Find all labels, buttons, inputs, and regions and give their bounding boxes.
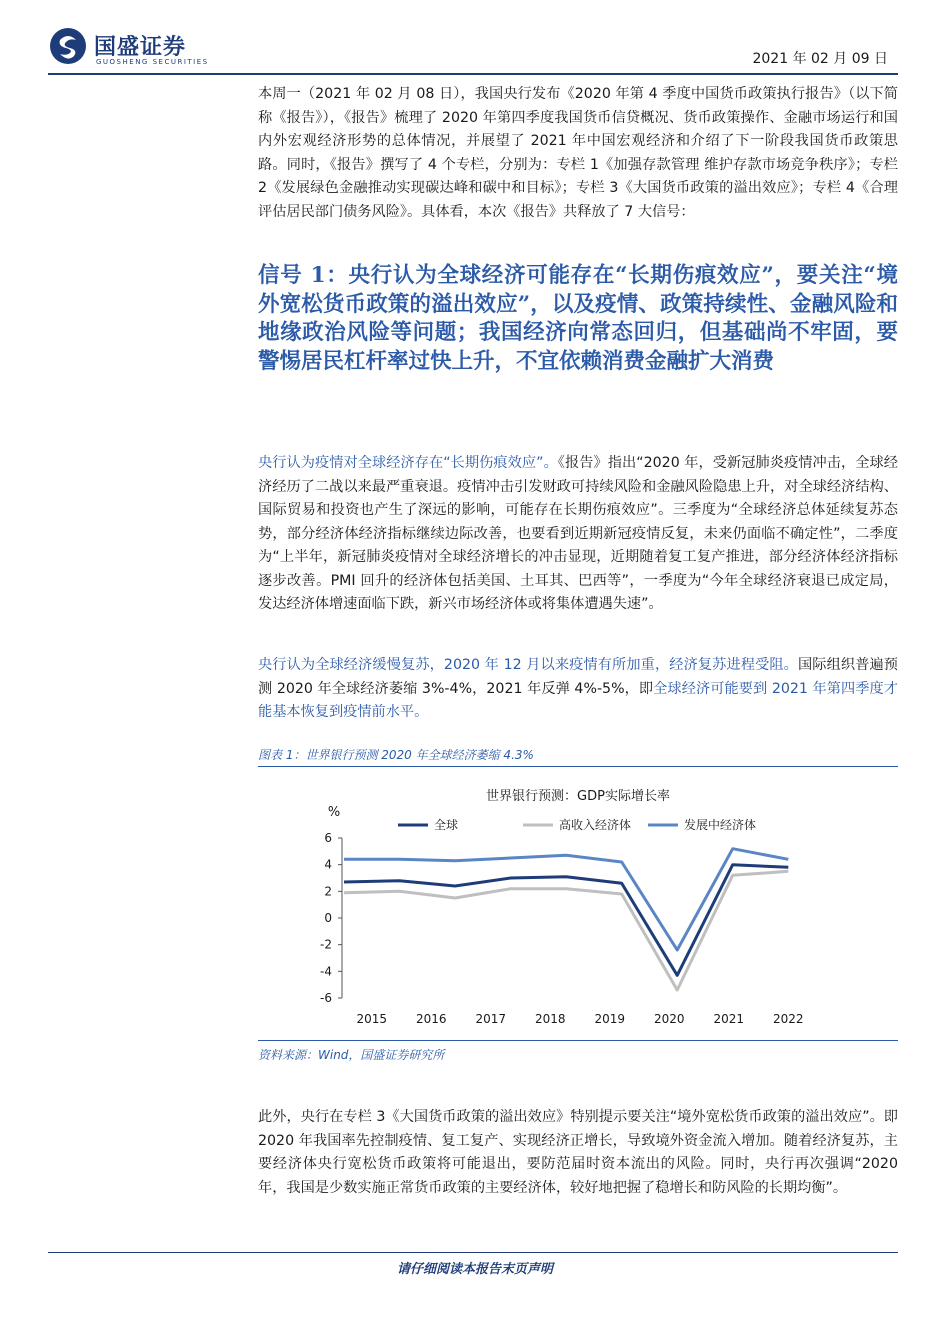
series-line-0 <box>344 865 788 976</box>
x-tick-label: 2021 <box>713 1012 745 1026</box>
x-tick-label: 2018 <box>534 1012 566 1026</box>
y-tick-label: 6 <box>324 831 332 845</box>
legend-label: 发展中经济体 <box>684 818 757 832</box>
x-tick-label: 2017 <box>475 1012 507 1026</box>
chart-ylabel: % <box>327 805 341 820</box>
paragraph-spillover: 此外，央行在专栏 3《大国货币政策的溢出效应》特别提示要关注“境外宽松货币政策的溢出效应”。即 2020 年我国率先控制疫情、复工复产、实现经济正增长，导致境外资金流入增加。随着经济复苏，主要经济体央行宽松货币政策将可能退出，要防范届时资本流出的风险。同时，央行再次强调“2020 年，我国是少数实施正常货币政策的主要经济体，较好地把握了稳增长和防风险的长期均衡”。 <box>258 1109 898 1196</box>
paragraph-lead: 央行认为全球经济缓慢复苏，2020 年 12 月以来疫情有所加重，经济复苏进程受阻。 <box>258 657 798 673</box>
paragraph-long-scar-effect <box>258 452 898 617</box>
y-tick-label: -2 <box>320 937 332 952</box>
y-tick-label: 2 <box>324 884 332 899</box>
logo-name-en: GUOSHENG SECURITIES <box>96 58 209 66</box>
chart-title: 世界银行预测：GDP实际增长率 <box>486 789 670 804</box>
legend-label: 高收入经济体 <box>559 818 632 832</box>
figure-source: 资料来源：Wind，国盛证券研究所 <box>258 1048 445 1062</box>
figure-top-rule <box>258 766 898 767</box>
signal-1-heading: 信号 1：央行认为全球经济可能存在“长期伤痕效应”，要关注“境外宽松货币政策的溢出效应”，以及疫情、政策持续性、金融风险和地缘政治风险等问题；我国经济向常态回归，但基础尚不牢固，要警惕居民杠杆率过快上升，不宜依赖消费金融扩大消费 <box>258 263 898 374</box>
gdp-growth-chart <box>258 768 898 1038</box>
y-tick-label: -6 <box>320 991 332 1005</box>
y-axis <box>320 831 342 1005</box>
x-axis <box>356 1012 803 1026</box>
x-tick-label: 2022 <box>772 1012 804 1026</box>
y-tick-label: -4 <box>320 964 332 979</box>
chart-legend <box>398 817 756 832</box>
paragraph-tail: 全球经济可能要到 2021 年第四季度才能基本恢复到疫情前水平。 <box>258 680 898 720</box>
logo-mark-icon <box>48 26 88 66</box>
paragraph-global-recovery <box>258 654 898 725</box>
footer-divider <box>48 1252 898 1253</box>
y-tick-label: 4 <box>324 857 332 872</box>
footer-disclaimer: 请仔细阅读本报告末页声明 <box>396 1262 553 1277</box>
x-tick-label: 2020 <box>653 1012 685 1026</box>
x-tick-label: 2019 <box>594 1012 626 1026</box>
legend-label: 全球 <box>434 818 459 832</box>
logo-name-cn: 国盛证券 <box>94 35 187 60</box>
figure-bottom-rule <box>258 1040 898 1041</box>
paragraph-body: 国际组织普遍预测 2020 年全球经济萎缩 3%-4%，2021 年反弹 4%-5%，即 <box>258 657 898 697</box>
report-date: 2021 年 02 月 09 日 <box>752 51 888 67</box>
figure-caption: 图表 1：世界银行预测 2020 年全球经济萎缩 4.3% <box>258 748 534 762</box>
y-tick-label: 0 <box>324 911 332 925</box>
page-header <box>0 0 950 80</box>
header-divider <box>48 73 898 75</box>
x-tick-label: 2016 <box>415 1012 447 1026</box>
company-logo <box>48 26 288 74</box>
series-lines <box>344 849 788 990</box>
intro-paragraph: 本周一（2021 年 02 月 08 日），我国央行发布《2020 年第 4 季度中国货币政策执行报告》（以下简称《报告》），《报告》梳理了 2020 年第四季度我国货币信贷概况、货币政策操作、金融市场运行和国内外宏观经济形势的总体情况，并展望了 2021 年中国宏观经济和介绍了下一阶段我国货币政策思路。同时，《报告》撰写了 4 个专栏，分别为：专栏 1《加强存款管理 维护存款市场竞争秩序》；专栏 2《发展绿色金融推动实现碳达峰和碳中和目标》；专栏 3《大国货币政策的溢出效应》；专栏 4《合理评估居民部门债务风险》。具体看，本次《报告》共释放了 7 大信号： <box>258 86 898 220</box>
x-tick-label: 2015 <box>356 1012 388 1026</box>
paragraph-lead: 央行认为疫情对全球经济存在“长期伤痕效应”。 <box>258 455 558 471</box>
paragraph-body: 《报告》指出“2020 年，受新冠肺炎疫情冲击，全球经济经历了二战以来最严重衰退。疫情冲击引发财政可持续风险和金融风险隐患上升，对全球经济结构、国际贸易和投资也产生了深远的影响，可能存在长期伤痕效应”。三季度为“全球经济总体延续复苏态势，部分经济体经济指标继续边际改善，也要看到近期新冠疫情反复，未来仍面临不确定性”，二季度为“上半年，新冠肺炎疫情对全球经济增长的冲击显现，近期随着复工复产推进，部分经济体经济指标逐步改善。PMI 回升的经济体包括美国、土耳其、巴西等”，一季度为“今年全球经济衰退已成定局，发达经济体增速面临下跌，新兴市场经济体或将集体遭遇失速”。 <box>258 455 898 612</box>
